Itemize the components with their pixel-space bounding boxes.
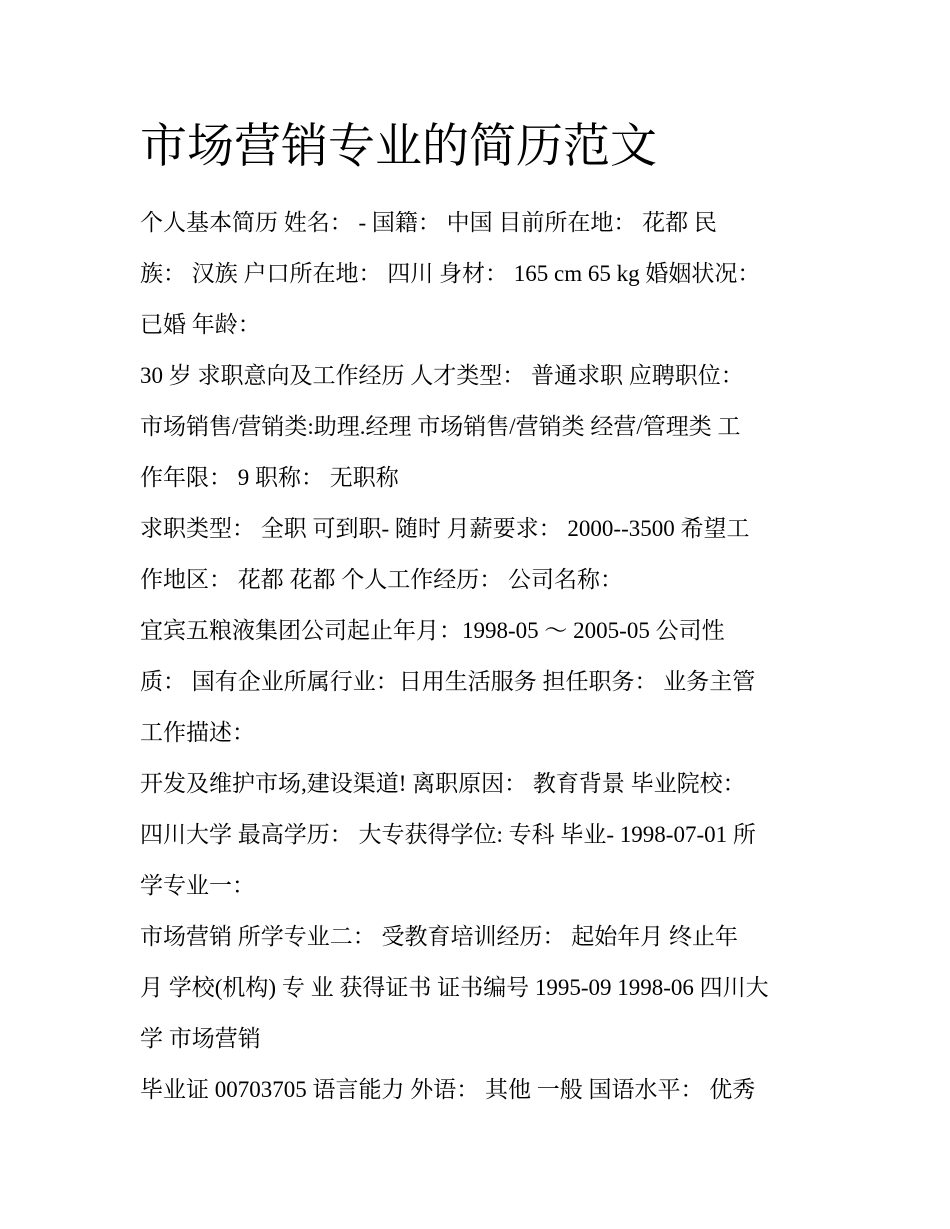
body-line: 个人基本简历 姓名： - 国籍： 中国 目前所在地： 花都 民 xyxy=(140,210,717,235)
body-line: 学专业一： xyxy=(140,873,255,898)
body-line: 学 市场营销 xyxy=(140,1026,261,1051)
body-line: 作地区： 花都 花都 个人工作经历： 公司名称： xyxy=(140,567,623,592)
body-line: 毕业证 00703705 语言能力 外语： 其他 一般 国语水平： 优秀 xyxy=(140,1077,756,1102)
body-line: 族： 汉族 户口所在地： 四川 身材： 165 cm 65 kg 婚姻状况： xyxy=(140,261,761,286)
body-line: 已婚 年龄： xyxy=(140,312,261,337)
body-line: 开发及维护市场,建设渠道! 离职原因： 教育背景 毕业院校： xyxy=(140,771,746,796)
document-title: 市场营销专业的简历范文 xyxy=(140,119,657,174)
body-line: 宜宾五粮液集团公司起止年月：1998-05 ～ 2005-05 公司性 xyxy=(140,618,725,643)
body-line: 30 岁 求职意向及工作经历 人才类型： 普通求职 应聘职位： xyxy=(140,363,744,388)
body-line: 四川大学 最高学历： 大专获得学位: 专科 毕业- 1998-07-01 所 xyxy=(140,822,756,847)
document-body xyxy=(140,197,830,1115)
body-line: 求职类型： 全职 可到职- 随时 月薪要求： 2000--3500 希望工 xyxy=(140,516,750,541)
body-line: 月 学校(机构) 专 业 获得证书 证书编号 1995-09 1998-06 四川大 xyxy=(140,975,769,1000)
body-line: 质： 国有企业所属行业：日用生活服务 担任职务： 业务主管 xyxy=(140,669,756,694)
body-line: 工作描述： xyxy=(140,720,255,745)
body-line: 市场营销 所学专业二： 受教育培训经历： 起始年月 终止年 xyxy=(140,924,738,949)
body-line: 作年限： 9 职称： 无职称 xyxy=(140,465,399,490)
body-line: 市场销售/营销类:助理.经理 市场销售/营销类 经营/管理类 工 xyxy=(140,414,741,439)
